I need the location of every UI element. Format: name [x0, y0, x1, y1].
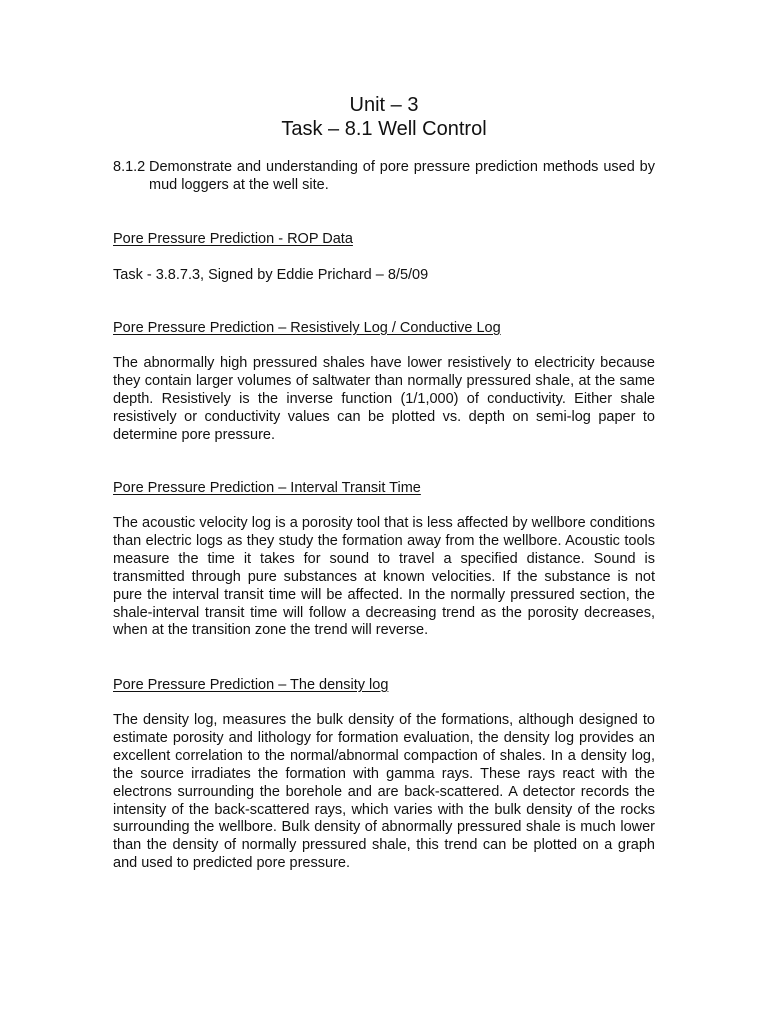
unit-title: Unit – 3: [349, 94, 419, 116]
paragraph-resistivity: The abnormally high pressured shales have lower resistively to electricity because they contain larger volumes of saltwater than normally pressured shale, at the same depth. Resistively is the inverse function (1/1,000) of conductivity. Either shale resistively or conductivity values can be plotted vs. depth on semi-log paper to determine pore pressure.: [113, 355, 655, 443]
section-heading-rop: Pore Pressure Prediction - ROP Data: [113, 231, 353, 247]
objective-item: [113, 158, 655, 194]
section-heading-transit-time: Pore Pressure Prediction – Interval Transit Time: [113, 480, 421, 496]
section-heading-resistivity: Pore Pressure Prediction – Resistively Log / Conductive Log: [113, 320, 501, 336]
objective-text: Demonstrate and understanding of pore pressure prediction methods used by mud loggers at the well site.: [149, 159, 655, 193]
task-signoff-text: Task - 3.8.7.3, Signed by Eddie Prichard – 8/5/09: [113, 267, 429, 283]
objective-number: 8.1.2: [113, 159, 146, 175]
paragraph-transit-time: The acoustic velocity log is a porosity tool that is less affected by wellbore conditions than electric logs as they study the formation away from the wellbore. Acoustic tools measure the time it takes for sound to travel a specified distance. Sound is transmitted through pure substances at known velocities. If the substance is not pure the interval transit time will be affected. In the normally pressured section, the shale-interval transit time will follow a decreasing trend as the porosity decreases, when at the transition zone the trend will reverse.: [113, 515, 655, 639]
section-heading-density: Pore Pressure Prediction – The density log: [113, 677, 389, 693]
paragraph-density: The density log, measures the bulk density of the formations, although designed to estimate porosity and lithology for formation evaluation, the density log provides an excellent correlation to the normal/abnormal compaction of shales. In a density log, the source irradiates the formation with gamma rays. These rays react with the electrons surrounding the borehole and are back-scattered. A detector records the intensity of the back-scattered rays, which varies with the bulk density of the rocks surrounding the wellbore. Bulk density of abnormally pressured shale is much lower than the density of normally pressured shale, this trend can be plotted on a graph and used to predicted pore pressure.: [113, 712, 655, 872]
task-title: Task – 8.1 Well Control: [281, 118, 487, 140]
